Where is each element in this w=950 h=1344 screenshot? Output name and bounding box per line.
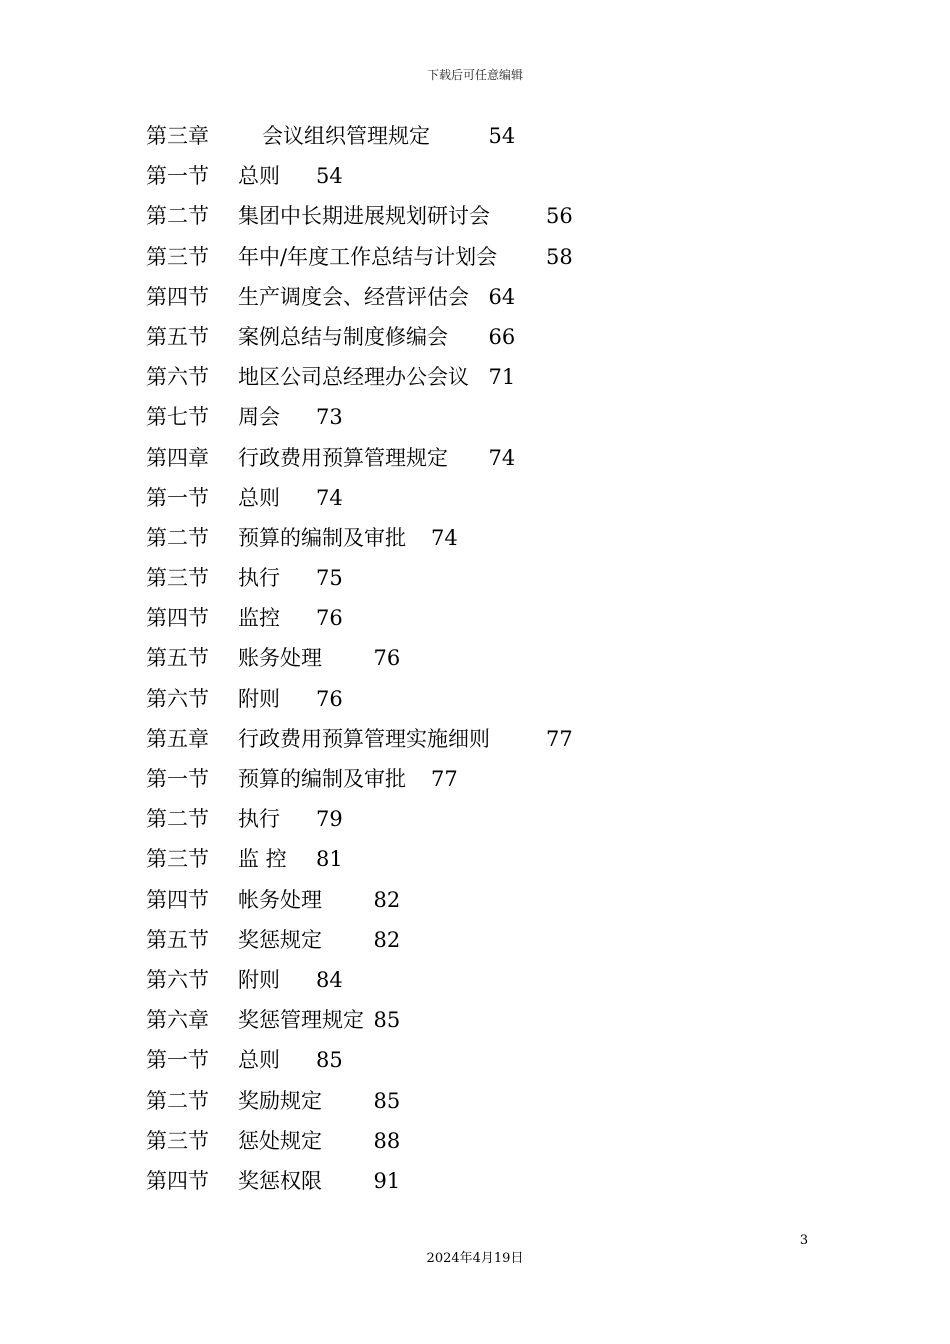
toc-entry-page: 91	[373, 1168, 401, 1193]
toc-entry-label: 第五节	[146, 927, 209, 952]
toc-entry[interactable]	[146, 438, 746, 478]
toc-entry-page: 58	[546, 244, 573, 269]
toc-entry-page: 79	[316, 807, 343, 832]
toc-entry-page: 73	[316, 405, 343, 430]
toc-entry[interactable]	[146, 277, 746, 317]
toc-entry-page: 81	[316, 847, 343, 872]
toc-entry[interactable]	[146, 759, 746, 799]
toc-entry-label: 第三节	[146, 847, 209, 872]
toc-entry-label: 第五章	[146, 726, 209, 751]
toc-entry[interactable]	[146, 719, 746, 759]
toc-entry[interactable]	[146, 196, 746, 236]
toc-entry-label: 第二节	[146, 807, 209, 832]
toc-entry-label: 第六节	[146, 967, 209, 992]
toc-entry-title: 年中/年度工作总结与计划会	[238, 244, 498, 269]
toc-entry-label: 第四节	[146, 284, 209, 309]
toc-entry-page: 77	[546, 726, 573, 751]
toc-entry[interactable]	[146, 317, 746, 357]
toc-entry-page: 75	[316, 566, 343, 591]
toc-entry-title: 预算的编制及审批	[238, 767, 406, 791]
header-note: 下载后可任意编辑	[426, 68, 523, 82]
toc-entry-label: 第四节	[146, 1168, 209, 1193]
toc-entry-title: 监 控	[238, 847, 287, 872]
toc-entry-page: 56	[546, 204, 573, 229]
toc-entry[interactable]	[146, 357, 746, 397]
toc-entry-label: 第二节	[146, 525, 209, 550]
toc-entry-page: 74	[488, 445, 516, 470]
toc-entry-page: 85	[373, 1008, 401, 1033]
toc-entry[interactable]	[146, 880, 746, 920]
toc-entry-label: 第六章	[146, 1008, 209, 1033]
toc-entry-title: 总则	[238, 1048, 280, 1073]
toc-entry-title: 监控	[238, 606, 280, 631]
toc-entry-page: 66	[488, 324, 516, 349]
toc-entry[interactable]	[146, 839, 746, 879]
toc-entry[interactable]	[146, 1040, 746, 1080]
toc-entry-page: 54	[488, 124, 516, 148]
toc-entry-page: 82	[373, 927, 401, 952]
toc-entry-label: 第四节	[146, 606, 209, 631]
toc-entry-title: 附则	[238, 967, 280, 992]
toc-entry-label: 第六节	[146, 686, 209, 711]
toc-entry-title: 账务处理	[238, 646, 322, 671]
toc-entry[interactable]	[146, 920, 746, 960]
toc-entry-title: 奖惩权限	[238, 1168, 322, 1193]
toc-entry[interactable]	[146, 518, 746, 558]
toc-entry[interactable]	[146, 558, 746, 598]
toc-entry-title: 执行	[238, 807, 280, 832]
toc-entry-title: 会议组织管理规定	[262, 124, 430, 148]
toc-entry-title: 奖惩规定	[238, 927, 322, 952]
toc-entry-label: 第二节	[146, 204, 209, 229]
toc-entry[interactable]	[146, 598, 746, 638]
toc-entry-page: 76	[316, 686, 343, 711]
toc-entry-label: 第五节	[146, 646, 209, 671]
toc-entry-title: 周会	[238, 405, 280, 430]
toc-entry-page: 71	[488, 365, 516, 390]
toc-entry[interactable]	[146, 1161, 746, 1201]
toc-entry-title: 行政费用预算管理实施细则	[238, 726, 490, 751]
toc-entry-title: 帐务处理	[238, 887, 322, 912]
toc-entry-title: 总则	[238, 164, 280, 189]
toc-entry-title: 地区公司总经理办公会议	[238, 365, 469, 390]
toc-entry-label: 第三章	[146, 124, 209, 148]
toc-entry-label: 第三节	[146, 566, 209, 591]
toc-entry-label: 第七节	[146, 405, 209, 430]
page-number: 3	[799, 1233, 809, 1248]
toc-entry-page: 76	[373, 646, 401, 671]
toc-entry-title: 附则	[238, 686, 280, 711]
toc-entry-label: 第四节	[146, 887, 209, 912]
toc-entry-page: 74	[431, 525, 458, 550]
toc-entry[interactable]	[146, 1121, 746, 1161]
toc-entry-label: 第一节	[146, 767, 209, 791]
toc-entry-label: 第一节	[146, 164, 209, 189]
toc-entry[interactable]	[146, 679, 746, 719]
toc-entry-title: 预算的编制及审批	[238, 525, 406, 550]
toc-entry-label: 第一节	[146, 1048, 209, 1073]
toc-entry-page: 76	[316, 606, 343, 631]
toc-entry-title: 总则	[238, 485, 280, 510]
toc-entry-label: 第三节	[146, 1128, 209, 1153]
toc-entry[interactable]	[146, 237, 746, 277]
toc-entry[interactable]	[146, 156, 746, 196]
toc-entry-title: 奖惩管理规定	[238, 1008, 364, 1033]
toc-entry-label: 第一节	[146, 485, 209, 510]
toc-entry-page: 74	[316, 485, 343, 510]
toc-entry[interactable]	[146, 1081, 746, 1121]
toc-entry[interactable]	[146, 960, 746, 1000]
toc-entry[interactable]	[146, 638, 746, 678]
toc-entry-label: 第六节	[146, 365, 209, 390]
toc-entry-label: 第三节	[146, 244, 209, 269]
toc-entry[interactable]	[146, 1000, 746, 1040]
toc-entry-page: 82	[373, 887, 401, 912]
toc-entry-page: 77	[431, 767, 458, 791]
toc-entry-title: 生产调度会、经营评估会	[238, 284, 469, 309]
toc-entry-page: 54	[316, 164, 343, 189]
toc-entry-page: 88	[373, 1128, 401, 1153]
toc-entry[interactable]	[146, 478, 746, 518]
toc-entry-title: 惩处规定	[238, 1128, 322, 1153]
toc-entry-title: 奖励规定	[238, 1088, 322, 1113]
footer-date: 2024年4月19日	[426, 1251, 524, 1266]
toc-entry-page: 85	[373, 1088, 401, 1113]
toc-entry-title: 行政费用预算管理规定	[238, 445, 448, 470]
toc-entry-label: 第四章	[146, 445, 209, 470]
toc-entry-title: 集团中长期进展规划研讨会	[238, 204, 490, 229]
toc-entry-page: 64	[488, 284, 516, 309]
table-of-contents	[146, 116, 746, 1201]
toc-entry-page: 84	[316, 967, 343, 992]
toc-entry-title: 执行	[238, 566, 280, 591]
toc-entry-label: 第二节	[146, 1088, 209, 1113]
toc-entry-page: 85	[316, 1048, 343, 1073]
toc-entry-label: 第五节	[146, 324, 209, 349]
toc-entry-title: 案例总结与制度修编会	[238, 324, 448, 349]
toc-entry[interactable]	[146, 116, 746, 156]
toc-entry[interactable]	[146, 397, 746, 437]
toc-entry[interactable]	[146, 799, 746, 839]
